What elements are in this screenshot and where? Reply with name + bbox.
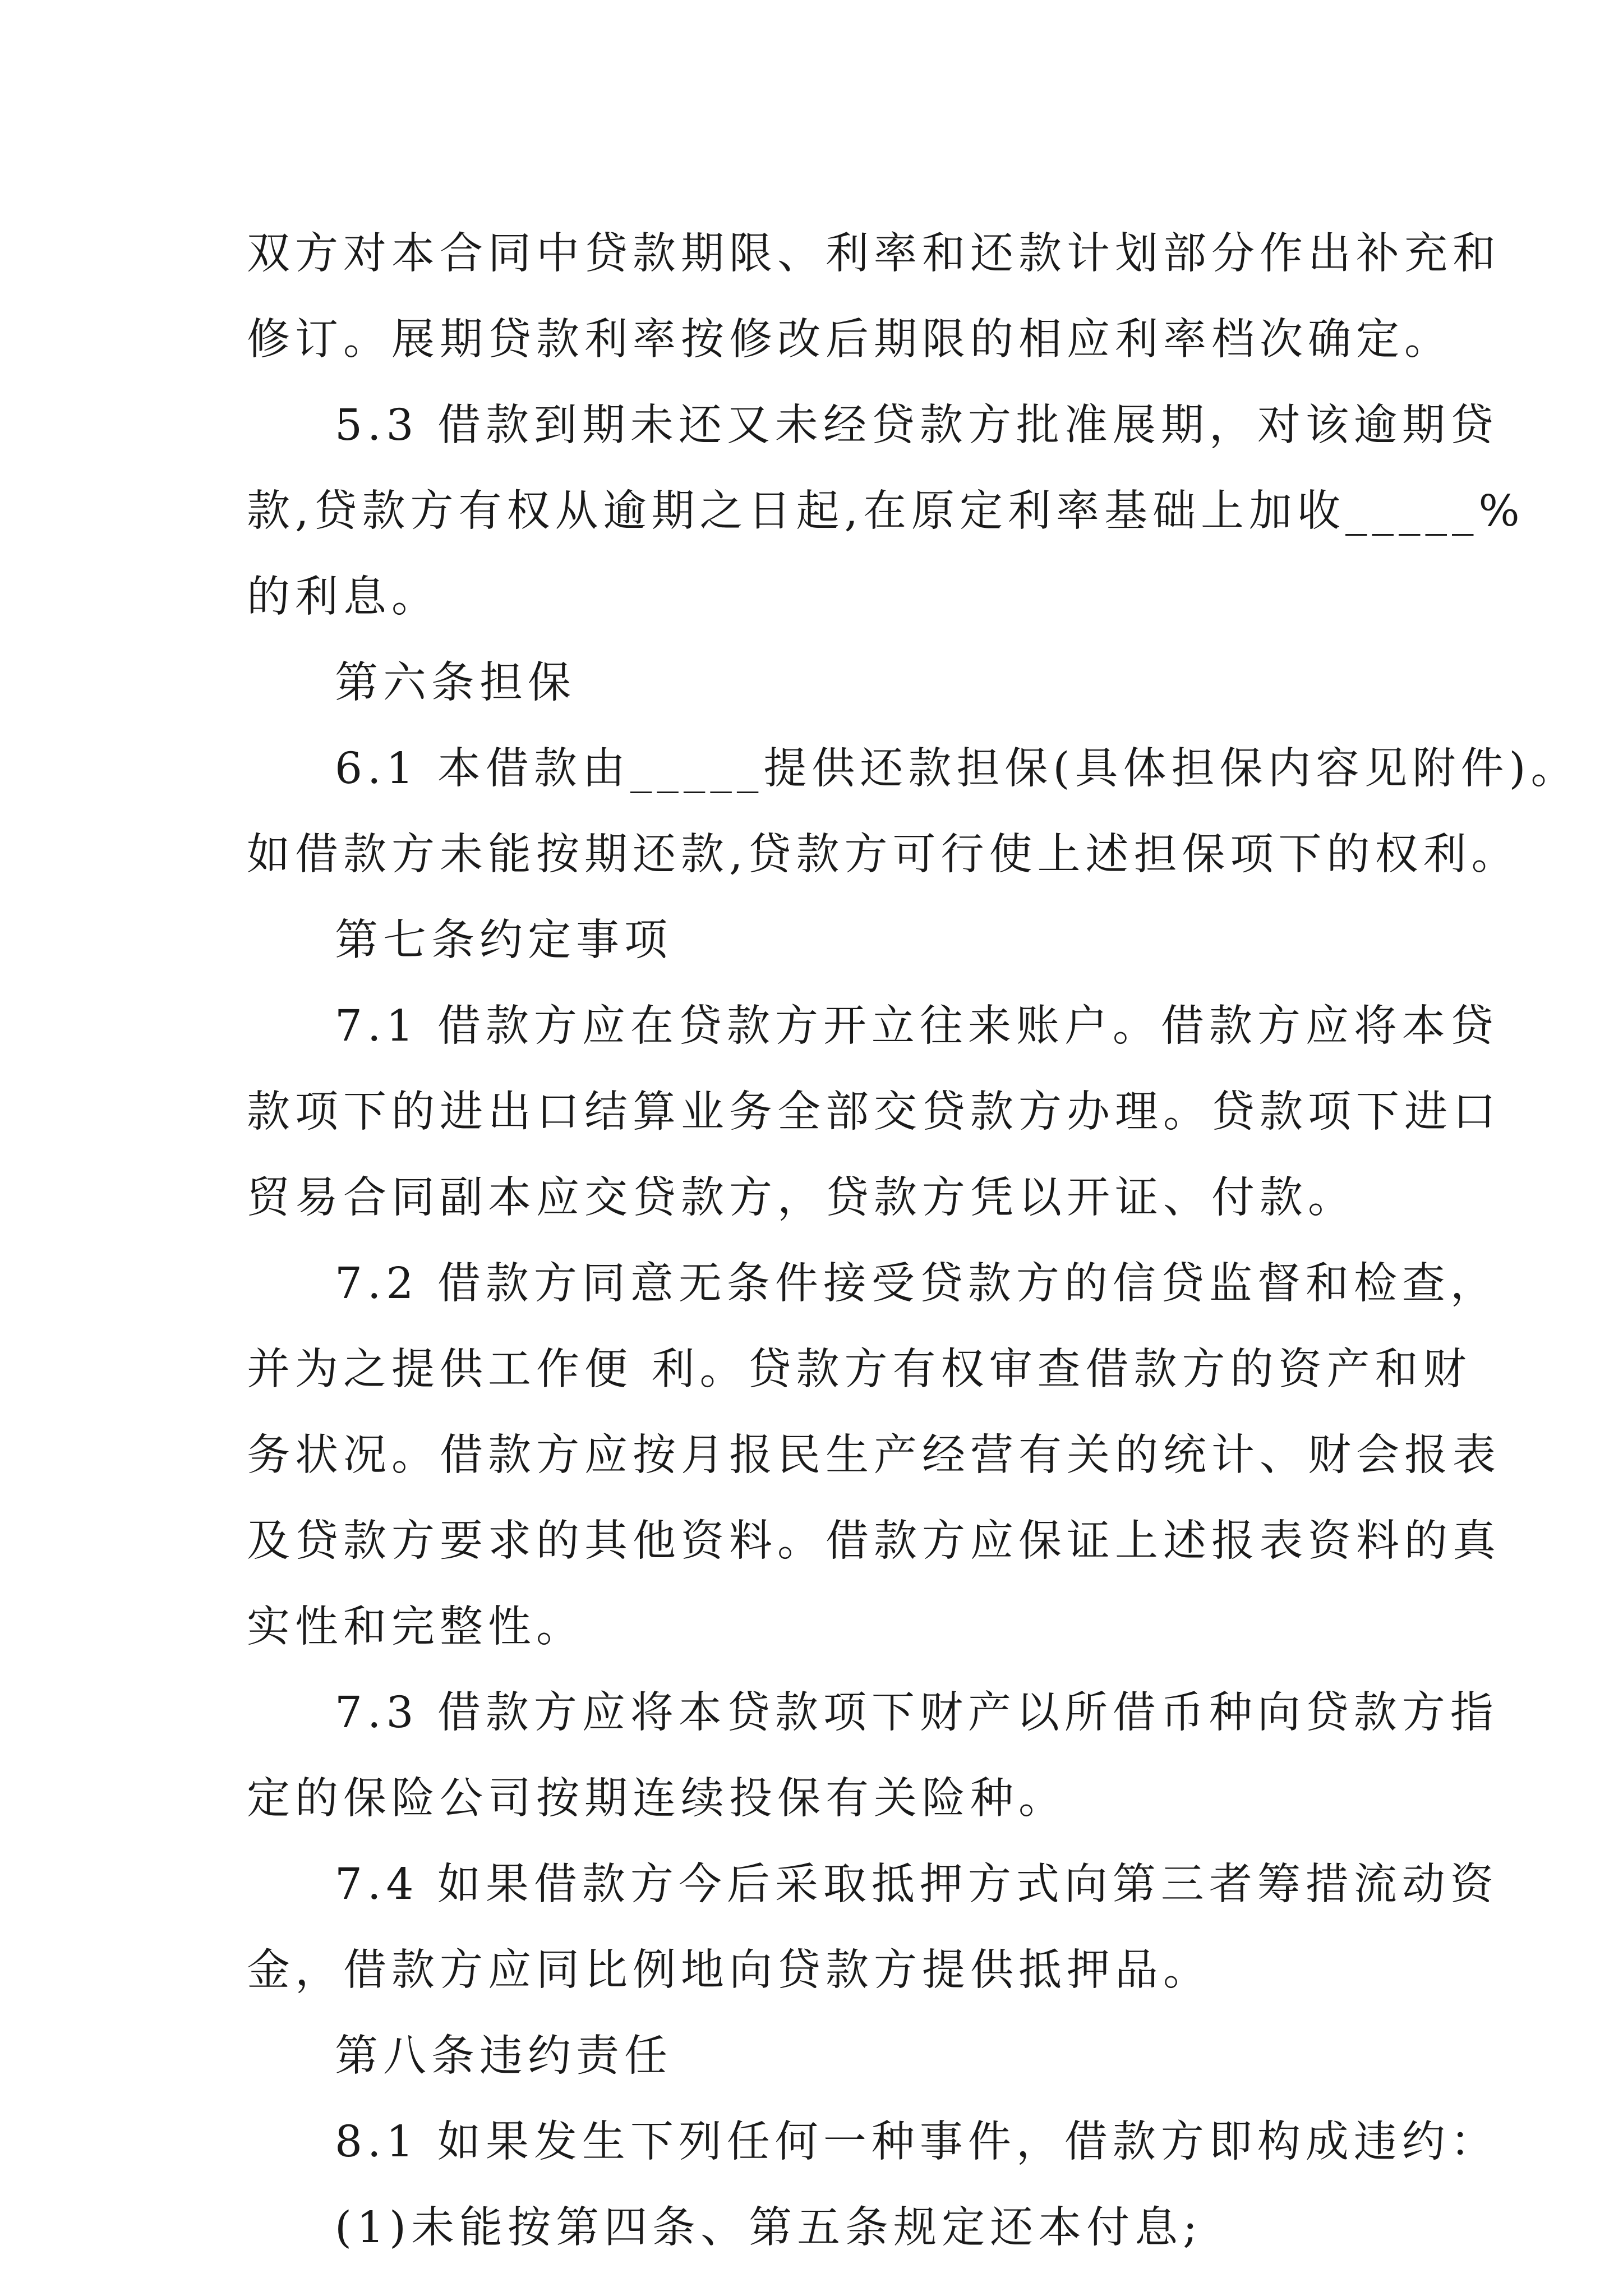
text-line: 的利息。 <box>247 572 440 622</box>
text-line: 6.1 本借款由_____提供还款担保(具体担保内容见附件)。 <box>335 744 1579 794</box>
text-line: 务状况。借款方应按月报民生产经营有关的统计、财会报表 <box>247 1430 1501 1480</box>
text-line: 7.1 借款方应在贷款方开立往来账户。借款方应将本贷 <box>335 1001 1498 1051</box>
text-line: 双方对本合同中贷款期限、利率和还款计划部分作出补充和 <box>247 229 1501 279</box>
text-line: 7.2 借款方同意无条件接受贷款方的信贷监督和检查， <box>335 1259 1498 1309</box>
text-line: 并为之提供工作便 利。贷款方有权审查借款方的资产和财 <box>247 1345 1472 1395</box>
text-line: 贸易合同副本应交贷款方，贷款方凭以开证、付款。 <box>247 1173 1356 1223</box>
text-line: 款项下的进出口结算业务全部交贷款方办理。贷款项下进口 <box>247 1087 1501 1137</box>
text-line: 如借款方未能按期还款,贷款方可行使上述担保项下的权利。 <box>247 830 1520 880</box>
contract-text <box>247 211 1579 2271</box>
text-line: 第七条约定事项 <box>335 915 672 965</box>
text-line: 款,贷款方有权从逾期之日起,在原定利率基础上加收_____% <box>247 486 1525 536</box>
text-line: 8.1 如果发生下列任何一种事件，借款方即构成违约： <box>335 2117 1498 2167</box>
text-line: 定的保险公司按期连续投保有关险种。 <box>247 1774 1067 1824</box>
text-line: 7.4 如果借款方今后采取抵押方式向第三者筹措流动资 <box>335 1860 1498 1910</box>
text-line: 第八条违约责任 <box>335 2031 672 2081</box>
text-line: (1)未能按第四条、第五条规定还本付息; <box>335 2203 1203 2253</box>
text-line: 实性和完整性。 <box>247 1602 584 1652</box>
text-line: 金，借款方应同比例地向贷款方提供抵押品。 <box>247 1945 1211 1995</box>
text-line: 7.3 借款方应将本贷款项下财产以所借币种向贷款方指 <box>335 1688 1498 1738</box>
text-line: 5.3 借款到期未还又未经贷款方批准展期，对该逾期贷 <box>335 401 1498 450</box>
text-line: 第六条担保 <box>335 658 576 708</box>
text-line: 修订。展期贷款利率按修改后期限的相应利率档次确定。 <box>247 315 1453 365</box>
text-line: 及贷款方要求的其他资料。借款方应保证上述报表资料的真 <box>247 1516 1501 1566</box>
